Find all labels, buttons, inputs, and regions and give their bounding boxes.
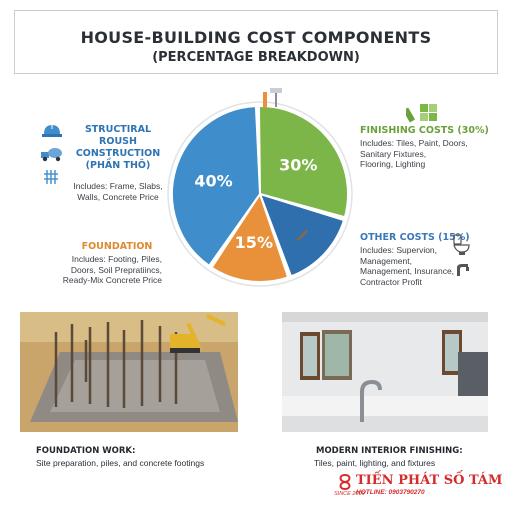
- foundation-annotation: [52, 241, 162, 286]
- foundation-photo: [20, 312, 238, 432]
- brand-since: SINCE 2009: [334, 491, 365, 497]
- structural-body-2: Walls, Concrete Price: [77, 191, 159, 202]
- foundation-caption-body: Site preparation, piles, and concrete footings: [36, 458, 205, 468]
- hard-hat-icon: [42, 122, 62, 143]
- other-head: OTHER COSTS (15%): [360, 232, 470, 243]
- foundation-caption: [36, 446, 204, 468]
- foundation-body-1: Includes: Footing, Piles,: [71, 254, 162, 264]
- other-body-2: Management,: [360, 255, 412, 266]
- other-body-1: Includes: Supervion,: [360, 245, 438, 255]
- finishing-annotation: [360, 125, 500, 170]
- pie-slice-label-2: 15%: [234, 233, 273, 253]
- pie-chart: [150, 84, 370, 304]
- brand-logo: [334, 472, 503, 500]
- other-body-4: Contractor Profit: [360, 276, 422, 287]
- concrete-mixer-icon: [40, 146, 64, 167]
- paint-brush-icon: [263, 88, 282, 108]
- interior-caption-title: MODERN INTERIOR FINISHING:: [316, 446, 463, 456]
- faucet-icon: [454, 262, 474, 283]
- interior-caption: [316, 446, 463, 468]
- finishing-body-2: Sanitary Fixtures,: [360, 148, 427, 159]
- brand-name: TIẾN PHÁT SỐ TÁM: [356, 473, 503, 488]
- structural-head-2: CONSTRUCTION: [75, 148, 161, 159]
- foundation-caption-title: FOUNDATION WORK:: [36, 446, 136, 456]
- pie-slice-label-3: 40%: [194, 171, 233, 191]
- toilet-icon: [452, 234, 472, 261]
- title-box: [14, 10, 498, 74]
- interior-photo: [282, 312, 488, 432]
- pie-chart-svg: [150, 84, 370, 304]
- pie-slice-label-0: 30%: [279, 155, 318, 175]
- page-subtitle: (PERCENTAGE BREAKDOWN): [152, 50, 360, 65]
- finishing-head: FINISHING COSTS (30%): [360, 125, 489, 136]
- brand-hotline: HOTLINE: 0903790270: [356, 489, 425, 496]
- structural-head-3: (PHẦN THÔ): [85, 160, 151, 171]
- interior-caption-body: Tiles, paint, lighting, and fixtures: [314, 458, 436, 468]
- page-title: HOUSE-BUILDING COST COMPONENTS: [80, 28, 432, 47]
- foundation-head: FOUNDATION: [81, 241, 153, 252]
- other-body-3: Management, Insurance,: [360, 266, 455, 276]
- finishing-body-3: Flooring, Lighting: [360, 159, 426, 169]
- foundation-body-3: Ready-Mix Concrete Price: [62, 275, 162, 285]
- foundation-body-2: Doors, Soil Prepratiincs,: [70, 264, 162, 275]
- finishing-body-1: Includes: Tiles, Paint, Doors,: [360, 138, 468, 148]
- structural-annotation: [68, 124, 168, 202]
- structural-head-1: STRUCTIRAL ROUSH: [84, 124, 152, 147]
- structural-body-1: Includes: Frame, Slabs,: [73, 181, 163, 191]
- grid-frame-icon: [44, 170, 58, 189]
